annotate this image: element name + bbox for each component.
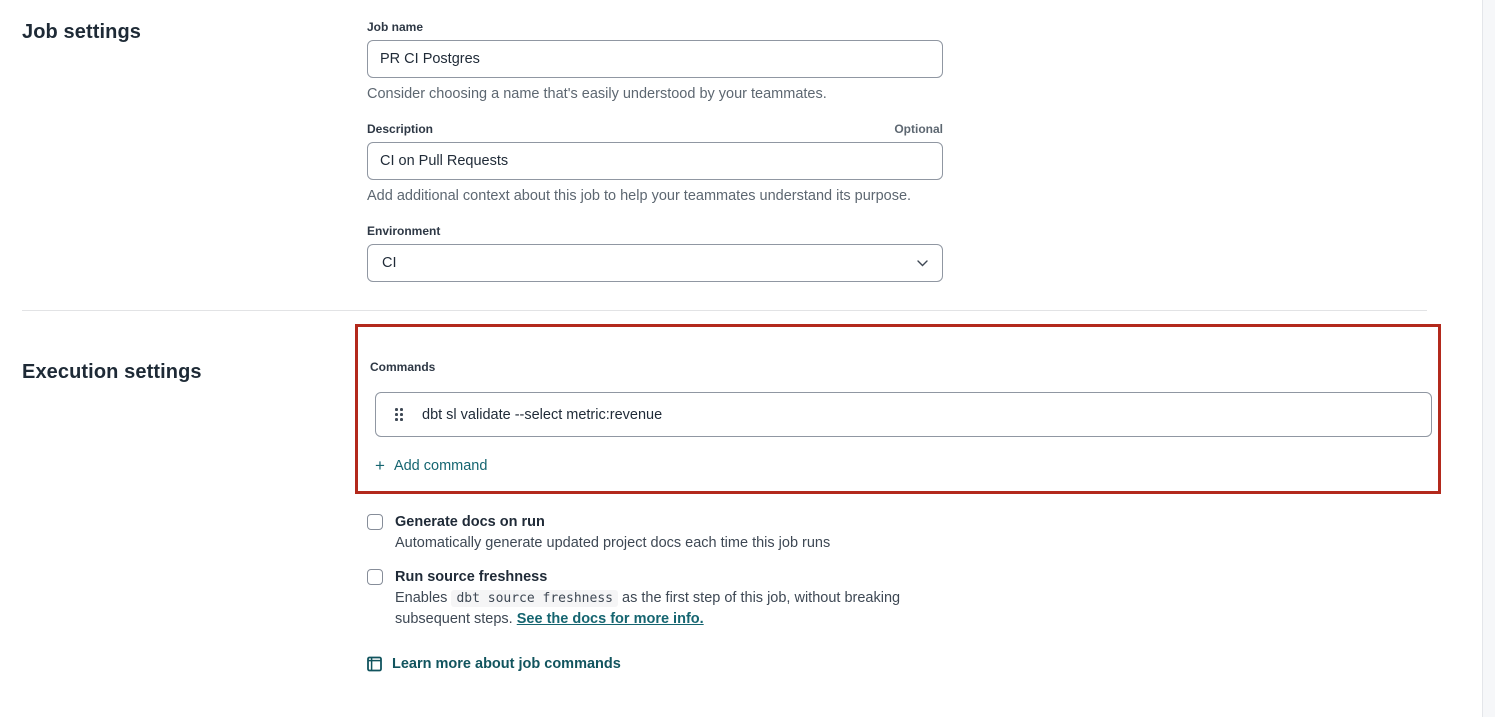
command-row[interactable] bbox=[375, 392, 1432, 437]
environment-select[interactable] bbox=[367, 244, 943, 282]
generate-docs-checkbox[interactable] bbox=[367, 514, 383, 530]
description-field bbox=[367, 122, 943, 204]
run-source-freshness-row bbox=[355, 567, 1441, 629]
environment-label: Environment bbox=[367, 224, 441, 238]
execution-settings-form bbox=[355, 311, 1441, 677]
plus-icon: + bbox=[375, 456, 385, 475]
description-helper: Add additional context about this job to help your teammates understand its purpose. bbox=[367, 188, 912, 204]
run-source-freshness-label: Run source freshness bbox=[395, 569, 548, 585]
generate-docs-row bbox=[355, 512, 1441, 553]
book-icon bbox=[367, 656, 382, 672]
add-command-label: Add command bbox=[393, 458, 488, 474]
environment-selected-value: CI bbox=[382, 255, 397, 271]
learn-more-link[interactable] bbox=[367, 656, 621, 672]
section-execution-settings bbox=[0, 311, 1482, 677]
optional-badge: Optional bbox=[894, 122, 943, 136]
job-settings-form bbox=[367, 20, 943, 282]
chevron-down-icon bbox=[917, 260, 928, 267]
description-label: Description bbox=[367, 122, 434, 136]
job-name-label: Job name bbox=[367, 20, 424, 34]
run-source-freshness-checkbox[interactable] bbox=[367, 569, 383, 585]
job-settings-heading: Job settings bbox=[22, 21, 141, 43]
execution-settings-heading-col bbox=[0, 311, 355, 677]
freshness-desc-rest: as the first step of this job, without breaking subsequent steps. bbox=[395, 590, 901, 627]
freshness-desc-prefix: Enables bbox=[395, 590, 452, 606]
job-name-field bbox=[367, 20, 943, 102]
environment-field bbox=[367, 224, 943, 282]
run-source-freshness-description bbox=[395, 588, 935, 629]
see-docs-link[interactable]: See the docs for more info. bbox=[516, 611, 704, 627]
job-settings-heading-col bbox=[0, 20, 367, 282]
add-command-button[interactable] bbox=[375, 458, 487, 474]
drag-handle-icon[interactable] bbox=[376, 408, 422, 421]
generate-docs-label: Generate docs on run bbox=[395, 514, 545, 530]
section-job-settings bbox=[0, 0, 1482, 282]
execution-settings-heading: Execution settings bbox=[22, 361, 202, 383]
learn-more-label: Learn more about job commands bbox=[392, 656, 621, 672]
commands-label: Commands bbox=[370, 360, 436, 374]
generate-docs-description: Automatically generate updated project docs each time this job runs bbox=[395, 535, 831, 551]
commands-highlight-box bbox=[355, 324, 1441, 494]
job-name-input[interactable] bbox=[367, 40, 943, 78]
command-input[interactable]: dbt sl validate --select metric:revenue bbox=[422, 406, 663, 423]
description-input[interactable] bbox=[367, 142, 943, 180]
job-name-helper: Consider choosing a name that's easily understood by your teammates. bbox=[367, 86, 827, 102]
freshness-code-snippet: dbt source freshness bbox=[451, 590, 618, 607]
scrollbar-track[interactable] bbox=[1482, 0, 1495, 717]
